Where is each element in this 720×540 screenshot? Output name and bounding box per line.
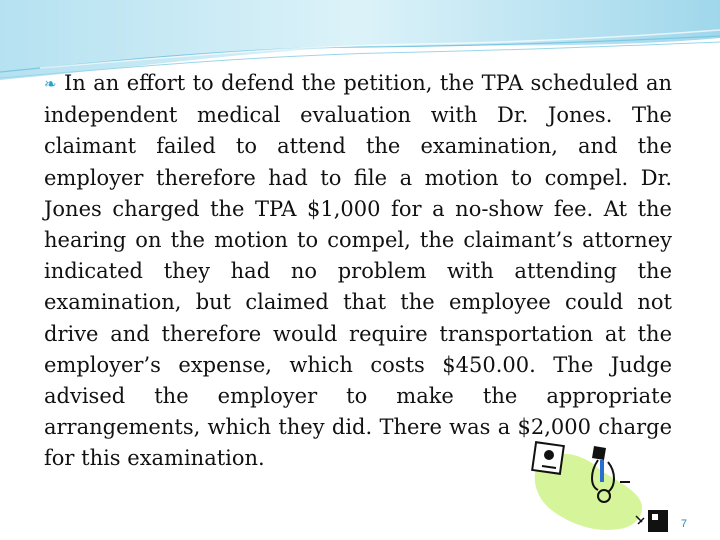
paragraph-text: In an effort to defend the petition, the TPA scheduled an independent medical evaluation with Dr. Jones. The claimant failed to attend the examination, and the employer therefore had to file a motion to compel. Dr. Jones charged the TPA $1,000 for a no-show fee. At the hearing on the motion to compel, the claimant’s attorney indicated they had no problem with attending the examination, but claimed that the employee could not drive and therefore would require transportation at the employer’s expense, which costs $450.00. The Judge advised the employer to make the appropriate arrangements, which they did. There was a $2,000 charge for this examination. xyxy=(44,71,672,471)
slide-number: 7 xyxy=(680,518,687,530)
doctor-clipart-icon xyxy=(520,438,670,538)
wavy-bullet-icon: ❧ xyxy=(44,75,57,93)
slide-paragraph xyxy=(44,68,672,475)
